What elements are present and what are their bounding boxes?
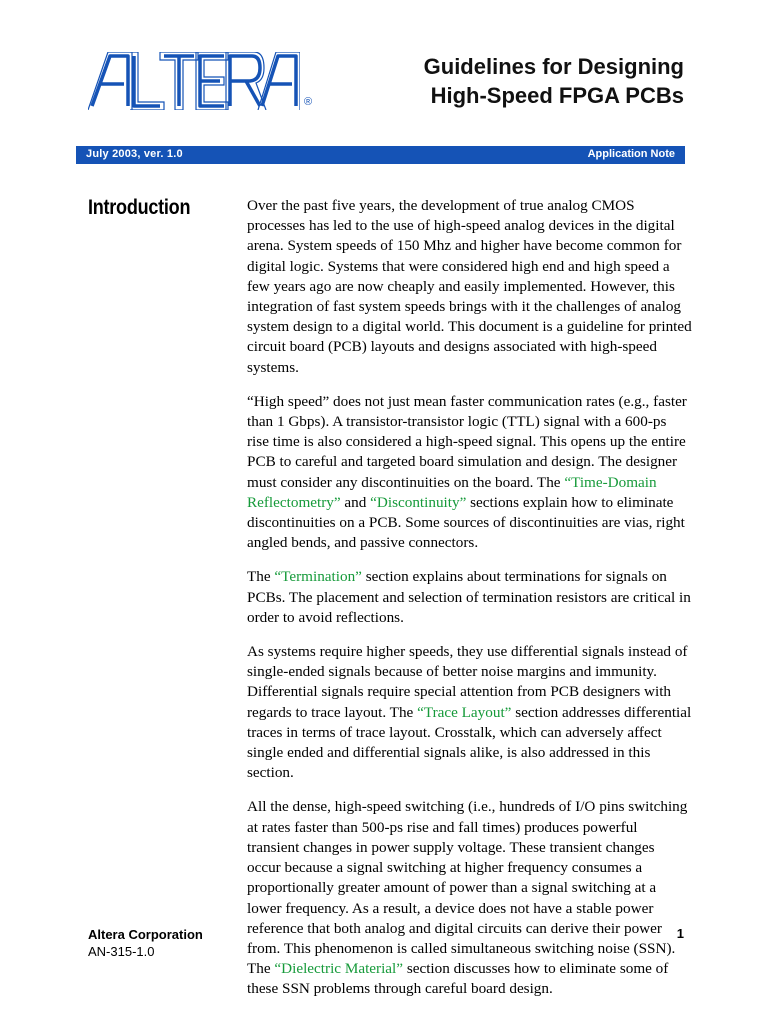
title-line-1: Guidelines for Designing [423, 54, 684, 79]
text-run: section discusses how to eliminate some of these SSN problems through careful board design. [247, 960, 669, 998]
text-run: section explains about terminations for signals on PCBs. The placement and selection of termination resistors are critical in order to avoid reflections. [247, 568, 691, 626]
paragraph-1: Over the past five years, the development of true analog CMOS processes has led to the use of high-speed analog devices in the digital arena. System speeds of 150 Mhz and higher have become common for digital logic. Systems that were considered high end and high speed a few years ago are now cheaply and easily implemented. However, this integration of fast system speeds brings with it the challenges of analog system design to a digital world. This document is a guideline for printed circuit board (PCB) layouts and designs associated with high-speed systems. [247, 197, 692, 376]
text-run: “High speed” does not just mean faster communication rates (e.g., faster than 1 Gbps). A transistor-transistor logic (TTL) signal with a 600-ps rise time is also considered a high-speed signal. This opens up the entire PCB to careful and targeted board simulation and design. The designer must consider any discontinuities on the board. The [247, 392, 687, 491]
page-number: 1 [676, 926, 684, 941]
registered-mark: ® [304, 96, 313, 108]
company-name: Altera Corporation [88, 927, 203, 942]
doc-type: Application Note [587, 148, 675, 160]
doc-id: AN-315-1.0 [88, 944, 155, 959]
link-time-domain-reflectometry[interactable]: “Time-Domain Reflectometry” [247, 473, 657, 511]
paragraph-2 [247, 392, 692, 554]
paragraph-5 [247, 797, 692, 999]
body-text [247, 196, 692, 1014]
text-run: and [340, 493, 371, 511]
altera-logo [88, 52, 300, 110]
text-run: As systems require higher speeds, they use differential signals instead of single-ended signals because of better noise margins and immunity. Differential signals require special attention from PCB designers with regards to trace layout. The [247, 643, 688, 721]
text-run: All the dense, high-speed switching (i.e., hundreds of I/O pins switching at rates faster than 500-ps rise and fall times) produces powerful transient changes in power supply voltage. These transient changes occur because a signal switching at higher frequency consumes a proportionally greater amount of power than a signal switching at a lower frequency. As a result, a device does not have a stable power reference that both analog and digital circuits can derive their power from. This phenomenon is called simultaneous switching noise (SSN). The [247, 798, 688, 978]
footer-left [88, 926, 203, 960]
link-dielectric-material[interactable]: “Dielectric Material” [274, 960, 404, 978]
link-termination[interactable]: “Termination” [274, 568, 362, 586]
paragraph-4 [247, 642, 692, 783]
header-bar [76, 146, 685, 164]
title-line-2: High-Speed FPGA PCBs [430, 83, 684, 108]
document-title [424, 52, 684, 110]
paragraph-3 [247, 567, 692, 628]
text-run: sections explain how to eliminate discontinuities on a PCB. Some sources of discontinuities are vias, right angled bends, and passive connectors. [247, 493, 685, 552]
text-run: The [247, 568, 275, 586]
section-heading: Introduction [88, 196, 191, 219]
text-run: section addresses differential traces in terms of trace layout. Crosstalk, which can adversely affect single ended and differential signals alike, is also addressed in this section. [247, 703, 692, 782]
date-version: July 2003, ver. 1.0 [86, 148, 183, 160]
link-trace-layout[interactable]: “Trace Layout” [417, 703, 512, 721]
link-discontinuity[interactable]: “Discontinuity” [370, 493, 467, 511]
